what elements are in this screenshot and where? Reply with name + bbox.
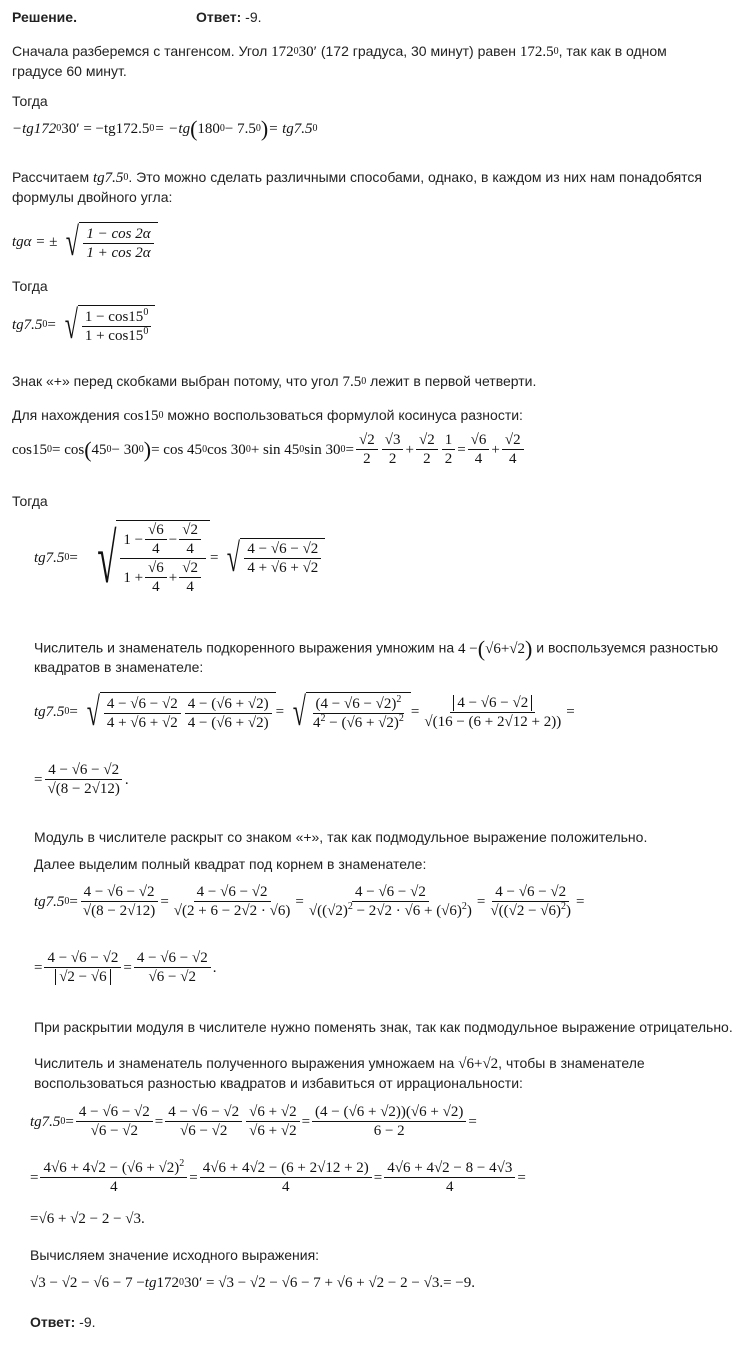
fraction: $\frac{√2}{4}$ bbox=[502, 432, 524, 467]
text: = bbox=[69, 549, 78, 566]
text: 2 bbox=[513, 432, 521, 448]
fraction: $\frac{√6}{4}$ bbox=[468, 432, 490, 467]
angle-math: 172 0 30′ bbox=[271, 44, 317, 61]
formula-final-2 bbox=[30, 1160, 526, 1195]
text: 2 bbox=[363, 451, 371, 467]
text: можно воспользоваться формулой косинуса разности: bbox=[163, 407, 523, 423]
formula-final-3: = √6 + √2 − 2 − √3 . bbox=[30, 1211, 145, 1227]
paragraph-cos15 bbox=[12, 406, 523, 425]
text: = bbox=[30, 1169, 39, 1186]
bottom-answer-value: -9. bbox=[75, 1314, 96, 1330]
text: 30′ = −tg172.5 bbox=[61, 121, 150, 137]
fraction: $\frac{√6}{4}$ bbox=[145, 560, 167, 595]
text: 2 bbox=[388, 451, 397, 467]
fraction: $\frac{4 - √6 - √2}{√((√2 - √6)^2)}$ bbox=[490, 884, 572, 919]
paragraph-sign-choice bbox=[12, 372, 536, 391]
text: = bbox=[373, 1169, 383, 1186]
formula-complete-square-1: tg7.5 0 = $\frac{4 - √6 - √2}{√(8 - 2√12)}$ = $\frac{4 - √6 - √2}{√(2 + 6 - 2√2 \cdot √6)}$ = $\frac{4 - √6 - √2}{√((√2)^2 - 2√2 \cdot √6 + (√6)^2)}$ = $\frac{4 - √6 - √2}{√((√2 - √6)^2)}$ = bbox=[34, 884, 585, 919]
sqrt: √ $\frac{4 - √6 - √2}{4 + √6 + √2}$ $\frac{4 - (√6 + √2)}{4 - (√6 + √2)}$ bbox=[78, 692, 276, 732]
text: Числитель и знаменатель подкоренного выражения умножим на bbox=[34, 639, 459, 656]
fraction: $\frac{4 - (√6 + √2)}{4 - (√6 + √2)}$ bbox=[185, 696, 272, 731]
text: = bbox=[154, 1113, 164, 1130]
text: 4 − bbox=[458, 641, 478, 657]
text: = bbox=[123, 959, 132, 976]
text: cos15 bbox=[123, 408, 159, 425]
text: = bbox=[69, 893, 78, 910]
bottom-answer-label: Ответ: bbox=[30, 1314, 76, 1330]
paragraph-modulus-negative: При раскрытии модуля в числителе нужно поменять знак, так как подмодульное выражение отрицательно. bbox=[34, 1019, 733, 1035]
text: Знак «+» перед скобками выбран потому, что угол bbox=[12, 373, 343, 389]
math: 7.5 0 bbox=[342, 374, 367, 391]
expr-math: tg7.5 0 bbox=[92, 170, 129, 187]
value-math: 172.5 0 bbox=[519, 44, 559, 61]
text: = bbox=[275, 704, 285, 720]
text: = tg7.5 bbox=[268, 121, 313, 137]
text: 4 − bbox=[247, 541, 271, 557]
text: 2 bbox=[490, 1056, 499, 1073]
solution-heading: Решение. bbox=[12, 9, 77, 25]
text: Рассчитаем bbox=[12, 169, 93, 185]
text: 2 bbox=[427, 432, 435, 448]
fraction: $\frac{(4 - √6 - √2)^2}{4^2 - (√6 + √2)^2}$ bbox=[313, 693, 404, 731]
fraction: $\frac{4 - √6 - √2}{√(2 + 6 - 2√2 \cdot √6)}$ bbox=[173, 884, 291, 919]
fraction: $\frac{√2}{2}$ bbox=[356, 432, 378, 467]
text: − bbox=[168, 531, 178, 548]
text: 2 bbox=[190, 560, 198, 576]
text: . bbox=[124, 771, 129, 788]
text: 30′ bbox=[298, 44, 317, 61]
text: 2 bbox=[517, 641, 526, 657]
fraction bbox=[83, 226, 153, 261]
paragraph-multiply-2-line2: воспользоваться разностью квадратов и избавиться от иррациональности: bbox=[34, 1075, 523, 1091]
fraction bbox=[82, 306, 151, 344]
text: − 30 bbox=[111, 441, 139, 458]
text: 4 bbox=[186, 579, 194, 595]
fraction: $\frac{4 - √6 - √2}{√6 - √2}$ bbox=[76, 1104, 153, 1139]
text: 180 bbox=[197, 121, 220, 137]
text: Для нахождения bbox=[12, 407, 124, 423]
fraction: $\frac{4√6 + 4√2 - 8 - 4√3}{4}$ bbox=[384, 1160, 515, 1195]
text: , чтобы в знаменателе bbox=[498, 1055, 645, 1071]
fraction: $\frac{4 - √6 - √2}{4 + √6 + √2}$ bbox=[104, 696, 181, 731]
text: = bbox=[517, 1169, 526, 1186]
text: 4 bbox=[474, 451, 483, 467]
text: = bbox=[47, 317, 56, 333]
text: − bbox=[286, 541, 303, 557]
text: 1 − cos 2α bbox=[86, 225, 151, 242]
text: tg7.5 bbox=[34, 893, 65, 910]
paragraph-modulus-positive: Модуль в числителе раскрыт со знаком «+», так как подмодульное выражение положительно. bbox=[34, 829, 648, 845]
text: 1 + cos15 bbox=[84, 327, 144, 344]
sup: 0 bbox=[143, 306, 149, 318]
text: + sin 45 bbox=[250, 441, 300, 458]
text: 6 bbox=[279, 560, 287, 576]
sqrt: √ $\frac{1 - \cos 2\alpha}{1 + \cos 2\alpha}$ bbox=[57, 222, 157, 262]
math: √ 6 + √ 2 bbox=[458, 1056, 499, 1073]
text: + bbox=[168, 569, 178, 586]
text: 6 bbox=[156, 560, 164, 576]
formula-tg75-substitution: tg7.5 0 = √ 1 − $\frac{√6}{4}$ − $\frac{√2}{4}$ 1 + $\frac{√6}{4}$ + $\frac{√2}{4}$ = √ $\frac{4 - √6 - √2}{4 + √6 + √2}$ bbox=[34, 520, 325, 595]
fraction: $\frac{4 - √6 - √2}{√((√2)^2 - 2√2 \cdot √6 + (√6)^2)}$ bbox=[308, 884, 472, 919]
text: 6 bbox=[466, 1056, 474, 1073]
text: 1 − cos15 bbox=[84, 308, 144, 325]
text: 4 bbox=[508, 451, 517, 467]
fraction: $\frac{4 - √6 - √2}{√6 - √2}$ bbox=[134, 950, 211, 985]
fraction: $\frac{√2}{2}$ bbox=[416, 432, 438, 467]
fraction: $\frac{√2}{4}$ bbox=[179, 560, 201, 595]
text: 2 bbox=[423, 451, 431, 467]
fraction: $\frac{√2}{4}$ bbox=[179, 522, 201, 557]
sqrt: √ 1 − $\frac{√6}{4}$ − $\frac{√2}{4}$ 1 + $\frac{√6}{4}$ + $\frac{√2}{4}$ bbox=[78, 520, 210, 595]
fraction: $\frac{4 - √6 - √2}{√(16 - (6 + 2√12 + 2))}$ bbox=[424, 694, 562, 730]
paragraph-multiply bbox=[34, 638, 718, 660]
text: 2 bbox=[310, 541, 319, 557]
text: + bbox=[405, 441, 414, 458]
paragraph-double-angle bbox=[12, 168, 702, 187]
formula-final-1: tg7.5 0 = $\frac{4 - √6 - √2}{√6 - √2}$ = $\frac{4 - √6 - √2}{√6 - √2}$ $\frac{√6 + √2}{√6 + √2}$ = $\frac{(4 - (√6 + √2))(√6 + √2)}{6 - 2}$ = bbox=[30, 1104, 477, 1139]
fraction: $\frac{4√6 + 4√2 - (√6 + √2)^2}{4}$ bbox=[40, 1160, 187, 1195]
then-label-2: Тогда bbox=[12, 278, 48, 294]
paragraph-evaluate: Вычисляем значение исходного выражения: bbox=[30, 1247, 320, 1263]
text: = bbox=[295, 893, 304, 910]
text: + bbox=[500, 641, 510, 657]
text: = cos 45 bbox=[151, 441, 203, 458]
text: 7.5 bbox=[342, 374, 362, 391]
text: = bbox=[69, 704, 78, 720]
fraction: $\frac{√6 + √2}{√6 + √2}$ bbox=[246, 1104, 299, 1139]
top-answer-label: Ответ: bbox=[196, 9, 242, 25]
fraction: $\frac{4√6 + 4√2 - (6 + 2√12 + 2)}{4}$ bbox=[200, 1160, 372, 1195]
then-label-3: Тогда bbox=[12, 493, 48, 509]
text: tg7.5 bbox=[92, 170, 124, 187]
text: и воспользуемся разностью bbox=[532, 639, 719, 656]
formula-rationalize-1: tg7.5 0 = √ $\frac{4 - √6 - √2}{4 + √6 + √2}$ $\frac{4 - (√6 + √2)}{4 - (√6 + √2)}$ = √ $\frac{(4 - √6 - √2)^2}{4^2 - (√6 + √2)^2}$ = $\frac{4 - √6 - √2}{√(16 - (6 + 2√12 + 2))}$ = bbox=[34, 689, 575, 734]
text: (172 градуса, 30 минут) равен bbox=[316, 43, 520, 59]
text: . bbox=[141, 1211, 145, 1227]
top-answer-value: -9. bbox=[241, 9, 262, 25]
text: tgα = ± bbox=[12, 234, 58, 250]
fraction: $\frac{4 - √6 - √2}{√2 - √6}$ bbox=[44, 950, 121, 985]
then-label-1: Тогда bbox=[12, 93, 48, 109]
text: + bbox=[491, 441, 500, 458]
math: cos15 0 bbox=[123, 408, 164, 425]
text: = bbox=[34, 959, 43, 976]
bottom-answer bbox=[30, 1313, 96, 1331]
text: 6 bbox=[478, 432, 487, 448]
text: = bbox=[457, 441, 466, 458]
sqrt: √ $\frac{4 - √6 - √2}{4 + √6 + √2}$ bbox=[218, 538, 325, 578]
top-answer bbox=[196, 8, 262, 26]
text: 2 bbox=[367, 432, 375, 448]
text: = bbox=[410, 704, 420, 720]
formula-half-angle bbox=[12, 219, 158, 264]
paragraph-double-angle-line2: формулы двойного угла: bbox=[12, 189, 173, 205]
text: cos15 bbox=[12, 441, 47, 458]
text: tg7.5 bbox=[34, 704, 65, 720]
text: Числитель и знаменатель полученного выражения умножаем на bbox=[34, 1055, 459, 1071]
text: = bbox=[468, 1113, 477, 1130]
fraction: $\frac{(4 - (√6 + √2))(√6 + √2)}{6 - 2}$ bbox=[312, 1104, 466, 1139]
fraction: $\frac{4 - √6 - √2}{√6 - √2}$ bbox=[165, 1104, 242, 1139]
text: = bbox=[65, 1113, 74, 1130]
sup: 0 bbox=[143, 325, 149, 337]
text: = bbox=[189, 1169, 198, 1186]
text: , так как в одном bbox=[558, 43, 667, 59]
math: 4 − ( √ 6 + √ 2 ) bbox=[458, 636, 533, 661]
text: = bbox=[301, 1113, 311, 1130]
text: = bbox=[160, 893, 169, 910]
paragraph-multiply-line2: квадратов в знаменателе: bbox=[34, 659, 204, 675]
formula-tangent-reduction: −tg172 0 30′ = −tg172.5 0 = −tg ( 180 0 − 7.5 0 ) = tg7.5 0 bbox=[12, 116, 318, 141]
text: = bbox=[566, 704, 575, 720]
text: Сначала разберемся с тангенсом. Угол bbox=[12, 43, 272, 59]
text: tg7.5 bbox=[30, 1113, 61, 1130]
text: + bbox=[286, 560, 303, 576]
text: 1 + cos 2α bbox=[86, 244, 151, 261]
text: sin 30 bbox=[304, 441, 341, 458]
text: 3 bbox=[392, 432, 401, 448]
formula-cos15: cos15 0 = cos ( 45 0 − 30 0 ) = cos 45 0 cos 30 0 + sin 45 0 sin 30 0 = $\frac{√2}{2}$ $\frac{√3}{2}$ + $\frac{√2}{2}$ $\frac{1}{2}$ = $\frac{√6}{4}$ + $\frac{√2}{4}$ bbox=[12, 432, 526, 467]
formula-rationalize-2 bbox=[34, 762, 129, 797]
fraction: $\frac{√3}{2}$ bbox=[382, 432, 404, 467]
text: = −tg bbox=[154, 121, 191, 137]
text: 2 bbox=[310, 560, 319, 576]
text: 2 bbox=[190, 522, 198, 538]
paragraph-tangent-intro bbox=[12, 42, 667, 61]
text: = bbox=[30, 1211, 39, 1227]
text: 4 bbox=[152, 541, 160, 557]
text: cos 30 bbox=[207, 441, 246, 458]
text: . bbox=[212, 959, 217, 976]
text: = bbox=[476, 893, 486, 910]
text: 6 bbox=[279, 541, 287, 557]
text: + bbox=[473, 1056, 483, 1073]
text: = bbox=[345, 441, 355, 458]
text: = bbox=[34, 771, 43, 788]
sqrt: √ $\frac{(4 - √6 - √2)^2}{4^2 - (√6 + √2)^2}$ bbox=[284, 692, 411, 732]
text: 172 bbox=[271, 44, 294, 61]
paragraph-tangent-intro-line2: градусе 60 минут. bbox=[12, 63, 127, 79]
paragraph-multiply-2 bbox=[34, 1054, 645, 1073]
text: . Это можно сделать различными способами, однако, в каждом из них нам понадобятся bbox=[128, 169, 702, 185]
formula-evaluation: √3 − √2 − √6 − 7 − tg 172 0 30′ = √3 − √2 − √6 − 7 + √6 + √2 − 2 − √3. = −9. bbox=[30, 1275, 475, 1291]
fraction: $\frac{1}{2}$ bbox=[442, 432, 456, 467]
paragraph-complete-square: Далее выделим полный квадрат под корнем в знаменателе: bbox=[34, 856, 427, 872]
text: 6 bbox=[156, 522, 164, 538]
text: 45 bbox=[91, 441, 107, 458]
fraction: $\frac{4 - √6 - √2}{√(8 - 2√12)}$ bbox=[80, 884, 158, 919]
text: 6 bbox=[493, 641, 501, 657]
text: tg7.5 bbox=[34, 549, 65, 566]
text: = −9. bbox=[443, 1275, 475, 1291]
text: = bbox=[576, 893, 585, 910]
fraction: $\frac{4 - √6 - √2}{√(8 - 2√12)}$ bbox=[44, 762, 122, 797]
text: −tg172 bbox=[12, 121, 57, 137]
text: = bbox=[209, 549, 219, 566]
fraction bbox=[120, 522, 206, 595]
sqrt: √ $\frac{1 - \cos 15^0}{1 + \cos 15^0}$ bbox=[56, 305, 155, 345]
text: 1 + bbox=[123, 569, 144, 586]
text: 4 bbox=[186, 541, 194, 557]
formula-complete-square-2 bbox=[34, 950, 216, 985]
text: лежит в первой четверти. bbox=[366, 373, 537, 389]
formula-tg75-half-angle: tg7.5 0 = √ $\frac{1 - \cos 15^0}{1 + \cos 15^0}$ bbox=[12, 305, 155, 345]
text: − 7.5 bbox=[224, 121, 256, 137]
fraction: $\frac{4 - √6 - √2}{4 + √6 + √2}$ bbox=[244, 541, 321, 576]
text: 4 bbox=[152, 579, 160, 595]
text: 1 − bbox=[123, 531, 144, 548]
fraction: $\frac{√6}{4}$ bbox=[145, 522, 167, 557]
text: 2 bbox=[444, 451, 453, 467]
text: 172.5 bbox=[519, 44, 554, 61]
text: tg7.5 bbox=[12, 317, 43, 333]
text: = cos bbox=[52, 441, 85, 458]
